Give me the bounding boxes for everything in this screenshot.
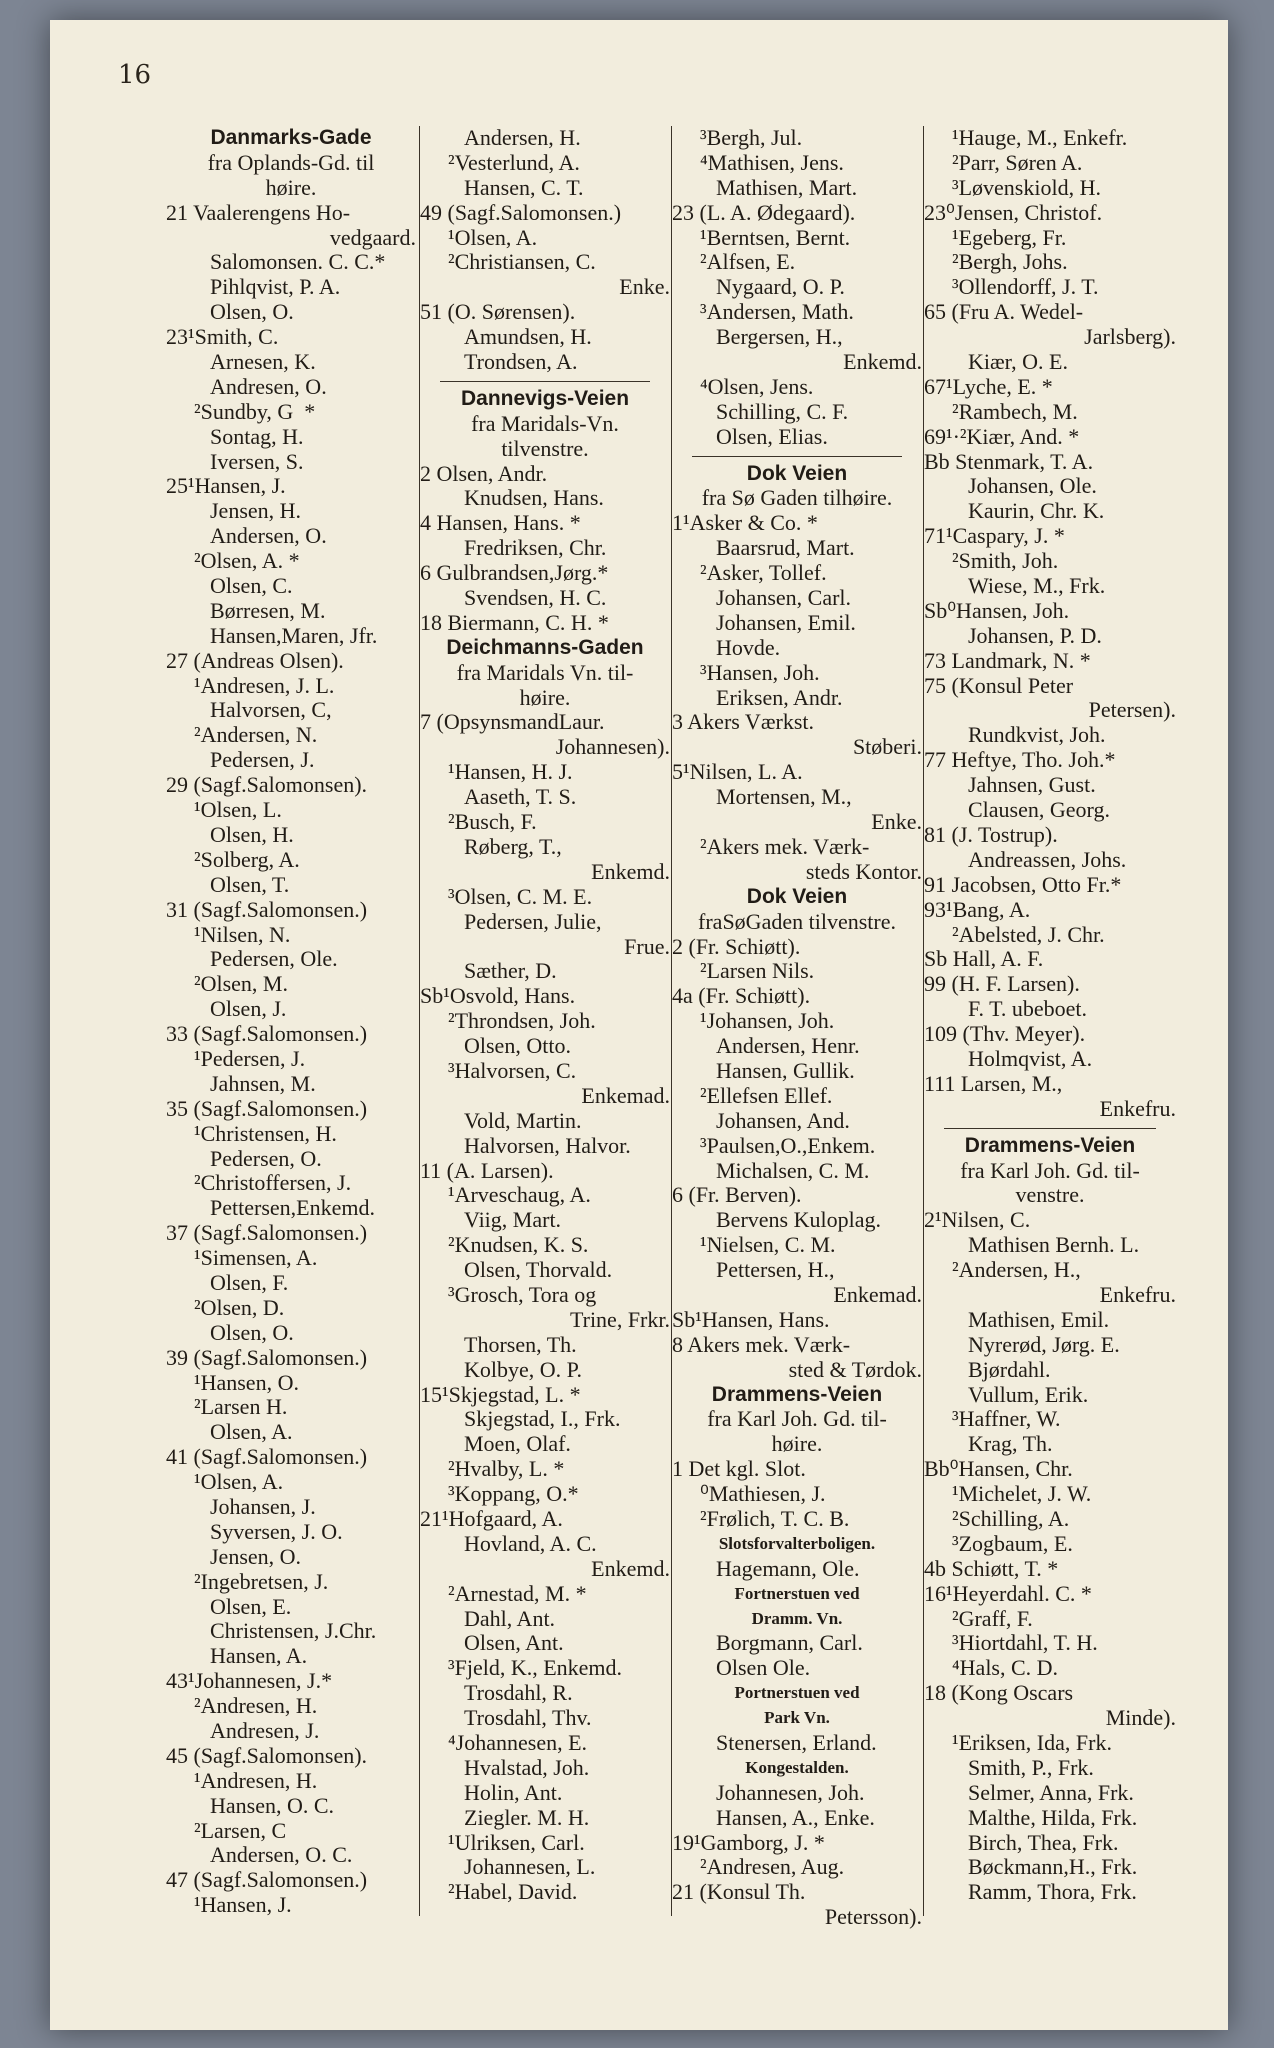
directory-line: 11 (A. Larsen). xyxy=(420,1157,554,1183)
directory-line: Johansen, Carl. xyxy=(716,585,852,611)
directory-line: ²Christoffersen, J. xyxy=(194,1170,352,1196)
directory-line: Johansen, Emil. xyxy=(716,609,856,635)
directory-line: ²Asker, Tollef. xyxy=(700,560,827,586)
directory-line: 49 (Sagf.Salomonsen.) xyxy=(420,199,622,225)
directory-line: Johansen, P. D. xyxy=(968,622,1102,648)
directory-line: Borgmann, Carl. xyxy=(716,1630,863,1656)
directory-line: Knudsen, Hans. xyxy=(464,485,604,511)
directory-line: fra Karl Joh. Gd. til- xyxy=(960,1157,1140,1183)
directory-line: ²Knudsen, K. S. xyxy=(448,1232,589,1258)
directory-line: 2 Olsen, Andr. xyxy=(420,460,548,486)
directory-line: 16¹Heyerdahl. C. * xyxy=(924,1580,1092,1606)
directory-line: Dramm. Vn. xyxy=(751,1608,843,1628)
directory-line: Rundkvist, Joh. xyxy=(968,722,1106,748)
directory-line: Mathisen, Emil. xyxy=(968,1306,1110,1332)
directory-line: Kongestalden. xyxy=(745,1757,849,1777)
directory-line: 21 (Konsul Th. xyxy=(672,1879,806,1905)
section-rule xyxy=(672,450,922,462)
directory-line: Sb¹Osvold, Hans. xyxy=(420,983,576,1009)
street-heading: Danmarks-Gade xyxy=(210,126,372,149)
directory-line: fra Karl Joh. Gd. til- xyxy=(707,1406,887,1432)
directory-line: ¹Hansen, H. J. xyxy=(448,759,573,785)
directory-line: Sæther, D. xyxy=(464,958,557,984)
street-heading: Drammens-Veien xyxy=(964,1133,1136,1157)
directory-line: Clausen, Georg. xyxy=(968,797,1110,823)
directory-line: 3 Akers Værkst. xyxy=(672,709,814,735)
directory-line: Birch, Thea, Frk. xyxy=(968,1829,1119,1855)
directory-line: Olsen, Thorvald. xyxy=(464,1257,613,1283)
directory-line: Enkemd. xyxy=(843,349,922,375)
directory-line: Moen, Olaf. xyxy=(464,1431,571,1457)
directory-line: 23¹Smith, C. xyxy=(166,324,279,350)
directory-line: tilvenstre. xyxy=(501,435,589,461)
directory-line: fra Maridals Vn. til- xyxy=(456,659,634,685)
directory-line: 15¹Skjegstad, L. * xyxy=(420,1381,581,1407)
directory-line: Jensen, O. xyxy=(210,1543,302,1569)
street-heading: Dok Veien xyxy=(746,884,848,908)
directory-line: Mathisen, Mart. xyxy=(716,174,858,200)
directory-line: 43¹Johannesen, J.* xyxy=(166,1668,333,1694)
directory-line: 35 (Sagf.Salomonsen.) xyxy=(166,1095,368,1121)
directory-line: ²Vesterlund, A. xyxy=(448,149,580,175)
directory-line: Andresen, O. xyxy=(210,373,327,399)
directory-line: Pedersen, Julie, xyxy=(464,908,602,934)
directory-line: Enke. xyxy=(619,274,670,300)
directory-line: ¹Simensen, A. xyxy=(194,1245,318,1271)
directory-line: Børresen, M. xyxy=(210,597,326,623)
directory-line: ¹Nilsen, N. xyxy=(194,921,291,947)
directory-line: Ziegler. M. H. xyxy=(464,1804,590,1830)
directory-line: Andersen, O. C. xyxy=(210,1842,353,1868)
directory-line: Smith, P., Frk. xyxy=(968,1754,1094,1780)
directory-line: F. T. ubeboet. xyxy=(968,996,1088,1022)
directory-line: 33 (Sagf.Salomonsen.) xyxy=(166,1021,368,1047)
directory-line: Bjørdahl. xyxy=(968,1356,1051,1382)
directory-line: Bb Stenmark, T. A. xyxy=(924,448,1094,474)
directory-line: 45 (Sagf.Salomonsen). xyxy=(166,1742,368,1768)
directory-line: Selmer, Anna, Frk. xyxy=(968,1779,1134,1805)
directory-line: Christensen, J.Chr. xyxy=(210,1618,377,1644)
directory-line: ²Olsen, A. * xyxy=(194,548,300,574)
directory-line: ²Bergh, Johs. xyxy=(952,249,1068,275)
directory-line: 75 (Konsul Peter xyxy=(924,672,1074,698)
directory-line: Olsen, A. xyxy=(210,1419,293,1445)
directory-line: Kiær, O. E. xyxy=(968,349,1068,375)
directory-line: Pettersen,Enkemd. xyxy=(210,1195,375,1221)
directory-line: ⁴Mathisen, Jens. xyxy=(700,149,844,175)
directory-line: fra Sø Gaden tilhøire. xyxy=(701,485,893,511)
directory-line: Nyrerød, Jørg. E. xyxy=(968,1331,1120,1357)
directory-line: Hansen, A., Enke. xyxy=(716,1804,875,1830)
directory-line: 6 (Fr. Berven). xyxy=(672,1182,802,1208)
directory-line: vedgaard. xyxy=(329,224,416,250)
directory-line: ³Løvenskiold, H. xyxy=(952,174,1101,200)
directory-line: ²Rambech, M. xyxy=(952,398,1078,424)
directory-line: 2 (Fr. Schiøtt). xyxy=(672,933,801,959)
directory-column-3 xyxy=(672,126,922,1930)
directory-line: Pettersen, H., xyxy=(716,1257,835,1283)
directory-line: 5¹Nilsen, L. A. xyxy=(672,759,803,785)
directory-line: Trondsen, A. xyxy=(464,349,578,375)
directory-line: Olsen, J. xyxy=(210,996,287,1022)
directory-line: Arnesen, K. xyxy=(210,349,316,375)
directory-line: Enkemd. xyxy=(591,858,670,884)
directory-line: 51 (O. Sørensen). xyxy=(420,299,576,325)
directory-line: Kolbye, O. P. xyxy=(464,1356,582,1382)
directory-line: Johansen, And. xyxy=(716,1107,850,1133)
directory-line: ⁴Olsen, Jens. xyxy=(700,373,814,399)
directory-line: Støberi. xyxy=(852,734,922,760)
directory-line: Fredriksen, Chr. xyxy=(464,535,607,561)
directory-line: 1 Det kgl. Slot. xyxy=(672,1456,806,1482)
directory-line: ²Larsen Nils. xyxy=(700,958,815,984)
directory-line: 7 (OpsynsmandLaur. xyxy=(420,709,605,735)
directory-line: Andreassen, Johs. xyxy=(968,846,1127,872)
directory-line: Andresen, J. xyxy=(210,1718,320,1743)
directory-line: Sontag, H. xyxy=(210,423,304,449)
directory-line: Fortnerstuen ved xyxy=(734,1583,860,1603)
directory-line: ²Andersen, N. xyxy=(194,722,318,748)
directory-line: ²Parr, Søren A. xyxy=(952,149,1083,175)
directory-line: ²Andresen, Aug. xyxy=(700,1854,845,1880)
directory-line: Enke. xyxy=(871,809,922,835)
directory-line: Enkefru. xyxy=(1099,1281,1176,1307)
directory-line: 18 Biermann, C. H. * xyxy=(420,609,609,635)
directory-line: Enkemad. xyxy=(581,1082,670,1108)
directory-line: Frue. xyxy=(624,933,670,959)
directory-line: 18 (Kong Oscars xyxy=(924,1680,1074,1706)
directory-line: ²Ellefsen Ellef. xyxy=(700,1082,833,1108)
directory-line: 39 (Sagf.Salomonsen.) xyxy=(166,1344,368,1370)
directory-line: Holmqvist, A. xyxy=(968,1045,1093,1071)
directory-line: Hvalstad, Joh. xyxy=(464,1754,590,1780)
directory-line: ¹Pedersen, J. xyxy=(194,1045,306,1071)
directory-line: 19¹Gamborg, J. * xyxy=(672,1829,825,1855)
directory-line: ¹Hansen, O. xyxy=(194,1369,299,1395)
directory-line: ⁰Mathiesen, J. xyxy=(700,1481,826,1507)
directory-line: ²Akers mek. Værk- xyxy=(700,833,870,859)
directory-line: ²Christiansen, C. xyxy=(448,249,596,275)
directory-line: Olsen, O. xyxy=(210,1319,294,1345)
directory-column-1 xyxy=(166,126,416,1918)
directory-line: ³Ollendorff, J. T. xyxy=(952,274,1099,300)
directory-line: 81 (J. Tostrup). xyxy=(924,821,1058,847)
directory-line: Vold, Martin. xyxy=(464,1107,582,1133)
directory-line: fra Maridals-Vn. xyxy=(471,410,619,436)
directory-line: Enkemd. xyxy=(591,1555,670,1581)
directory-line: Thorsen, Th. xyxy=(464,1331,577,1357)
directory-line: Sb Hall, A. F. xyxy=(924,946,1044,972)
directory-line: Røberg, T., xyxy=(464,833,562,859)
directory-line: Svendsen, H. C. xyxy=(464,585,607,611)
directory-line: ²Abelsted, J. Chr. xyxy=(952,921,1105,947)
directory-line: 25¹Hansen, J. xyxy=(166,473,286,499)
directory-line: ¹Michelet, J. W. xyxy=(952,1481,1092,1507)
directory-line: ¹Olsen, L. xyxy=(194,797,282,823)
street-heading: Dok Veien xyxy=(746,461,848,485)
directory-line: Johansen, Ole. xyxy=(968,473,1097,499)
page-number: 16 xyxy=(118,60,152,90)
directory-line: Minde). xyxy=(1105,1705,1176,1731)
directory-line: ²Solberg, A. xyxy=(194,846,300,872)
directory-line: ¹Egeberg, Fr. xyxy=(952,224,1067,250)
directory-line: Hansen, C. T. xyxy=(464,174,584,200)
directory-line: Johannesen, L. xyxy=(464,1854,596,1880)
directory-line: ²Arnestad, M. * xyxy=(448,1580,587,1606)
directory-line: Holin, Ant. xyxy=(464,1779,563,1805)
directory-line: 37 (Sagf.Salomonsen.) xyxy=(166,1220,368,1246)
directory-line: 91 Jacobsen, Otto Fr.* xyxy=(924,871,1122,897)
directory-line: 99 (H. F. Larsen). xyxy=(924,971,1080,997)
directory-line: ¹Olsen, A. xyxy=(448,224,538,250)
directory-line: 31 (Sagf.Salomonsen.) xyxy=(166,896,368,922)
directory-line: Johannesen). xyxy=(555,734,670,760)
directory-line: Hansen,Maren, Jfr. xyxy=(210,622,378,648)
directory-line: ¹Nielsen, C. M. xyxy=(700,1232,836,1258)
directory-line: Eriksen, Andr. xyxy=(716,684,843,710)
directory-line: ¹Hauge, M., Enkefr. xyxy=(952,125,1128,150)
directory-line: Pedersen, J. xyxy=(210,747,315,773)
directory-line: Trosdahl, Thv. xyxy=(464,1705,592,1731)
directory-line: Sb⁰Hansen, Joh. xyxy=(924,597,1070,623)
directory-line: venstre. xyxy=(1015,1182,1085,1208)
directory-line: ²Throndsen, Joh. xyxy=(448,1008,596,1034)
directory-line: 111 Larsen, M., xyxy=(924,1070,1063,1096)
directory-line: Olsen, H. xyxy=(210,821,294,847)
directory-line: Pedersen, Ole. xyxy=(210,946,338,972)
directory-line: Pedersen, O. xyxy=(210,1145,322,1171)
directory-line: Olsen, O. xyxy=(210,299,294,325)
directory-line: ³Koppang, O.* xyxy=(448,1481,579,1507)
directory-line: ²Olsen, D. xyxy=(194,1294,285,1320)
directory-line: ²Alfsen, E. xyxy=(700,249,796,275)
directory-line: Hovde. xyxy=(716,634,781,660)
directory-line: 29 (Sagf.Salomonsen). xyxy=(166,772,368,798)
directory-line: Johannesen, Joh. xyxy=(716,1779,865,1805)
directory-line: Michalsen, C. M. xyxy=(716,1157,870,1183)
directory-line: Nygaard, O. P. xyxy=(716,274,845,300)
directory-line: Olsen, Otto. xyxy=(464,1033,571,1059)
directory-line: ²Schilling, A. xyxy=(952,1505,1070,1531)
street-heading: Deichmanns-Gaden xyxy=(446,635,644,659)
directory-line: ²Larsen, C xyxy=(194,1817,287,1843)
directory-line: ³Andersen, Math. xyxy=(700,299,854,325)
directory-line: Olsen, T. xyxy=(210,871,290,897)
directory-line: Halvorsen, Halvor. xyxy=(464,1132,631,1158)
directory-line: Andersen, H. xyxy=(464,125,581,150)
directory-line: 23⁰Jensen, Christof. xyxy=(924,199,1103,225)
directory-line: ³Zogbaum, E. xyxy=(952,1530,1073,1556)
directory-line: 4 Hansen, Hans. * xyxy=(420,510,581,536)
directory-line: Olsen, Elias. xyxy=(716,423,828,449)
directory-line: Baarsrud, Mart. xyxy=(716,535,855,561)
directory-line: 23 (L. A. Ødegaard). xyxy=(672,199,856,225)
section-rule xyxy=(924,1122,1176,1134)
directory-line: Krag, Th. xyxy=(968,1431,1053,1457)
directory-line: ¹Johansen, Joh. xyxy=(700,1008,835,1034)
directory-line: 4a (Fr. Schiøtt). xyxy=(672,983,811,1009)
directory-line: Bervens Kuloplag. xyxy=(716,1207,881,1233)
directory-line: ³Paulsen,O.,Enkem. xyxy=(700,1132,876,1158)
directory-line: Hansen, Gullik. xyxy=(716,1057,855,1083)
directory-line: 47 (Sagf.Salomonsen.) xyxy=(166,1867,368,1893)
directory-line: Park Vn. xyxy=(764,1708,830,1728)
directory-line: 4b Schiøtt, T. * xyxy=(924,1555,1059,1581)
directory-line: 71¹Caspary, J. * xyxy=(924,523,1065,549)
directory-line: Petersen). xyxy=(1088,697,1176,723)
directory-line: 109 (Thv. Meyer). xyxy=(924,1021,1086,1047)
directory-column-2 xyxy=(420,126,670,1905)
directory-line: høire. xyxy=(771,1431,823,1457)
directory-line: Bb⁰Hansen, Chr. xyxy=(924,1456,1073,1482)
directory-line: Dahl, Ant. xyxy=(464,1605,556,1631)
directory-line: ⁴Hals, C. D. xyxy=(952,1655,1059,1681)
directory-line: Hagemann, Ole. xyxy=(716,1555,860,1581)
directory-line: ³Olsen, C. M. E. xyxy=(448,883,593,909)
directory-line: Portnerstuen ved xyxy=(734,1683,860,1703)
directory-line: ¹Olsen, A. xyxy=(194,1469,284,1495)
directory-line: Trine, Frkr. xyxy=(569,1306,670,1332)
directory-line: sted & Tørdok. xyxy=(788,1356,922,1382)
directory-line: Viig, Mart. xyxy=(464,1207,562,1233)
directory-line: fraSøGaden tilvenstre. xyxy=(698,908,896,934)
directory-line: Hansen, O. C. xyxy=(210,1792,335,1818)
directory-line: Mortensen, M., xyxy=(716,784,852,810)
directory-line: ³Grosch, Tora og xyxy=(448,1281,597,1307)
directory-line: Mathisen Bernh. L. xyxy=(968,1232,1140,1258)
directory-line: Skjegstad, I., Frk. xyxy=(464,1406,621,1432)
directory-line: ¹Andresen, H. xyxy=(194,1767,318,1793)
directory-line: Iversen, S. xyxy=(210,448,304,474)
directory-line: ³Hiortdahl, T. H. xyxy=(952,1630,1098,1656)
directory-line: ¹Eriksen, Ida, Frk. xyxy=(952,1730,1112,1755)
directory-line: 21¹Hofgaard, A. xyxy=(420,1505,563,1531)
directory-line: ³Haffner, W. xyxy=(952,1406,1061,1432)
directory-line: Hansen, A. xyxy=(210,1643,308,1669)
directory-line: ²Smith, Joh. xyxy=(952,548,1059,574)
directory-line: ²Larsen H. xyxy=(194,1394,288,1420)
directory-line: 65 (Fru A. Wedel- xyxy=(924,299,1084,325)
directory-line: Wiese, M., Frk. xyxy=(968,573,1106,599)
directory-line: Aaseth, T. S. xyxy=(464,784,577,810)
section-rule xyxy=(420,375,670,387)
directory-line: Trosdahl, R. xyxy=(464,1680,573,1706)
directory-line: Enkemad. xyxy=(833,1281,922,1307)
directory-line: Amundsen, H. xyxy=(464,324,592,350)
directory-line: Kaurin, Chr. K. xyxy=(968,498,1105,524)
directory-line: ²Andresen, H. xyxy=(194,1693,318,1719)
directory-line: 77 Heftye, Tho. Joh.* xyxy=(924,747,1116,773)
directory-line: ²Hvalby, L. * xyxy=(448,1456,565,1482)
directory-line: Bøckmann,H., Frk. xyxy=(968,1854,1138,1880)
directory-line: 69¹·²Kiær, And. * xyxy=(924,423,1080,449)
directory-line: Olsen, C. xyxy=(210,573,293,599)
directory-line: Olsen, E. xyxy=(210,1593,292,1619)
directory-line: ¹Arveschaug, A. xyxy=(448,1182,591,1208)
directory-line: ²Olsen, M. xyxy=(194,971,288,997)
directory-line: ¹Ulriksen, Carl. xyxy=(448,1829,585,1855)
directory-line: 21 Vaalerengens Ho- xyxy=(166,199,351,225)
directory-line: ¹Christensen, H. xyxy=(194,1120,337,1146)
directory-line: 1¹Asker & Co. * xyxy=(672,510,818,536)
directory-line: ³Hansen, Joh. xyxy=(700,659,820,685)
directory-column-4 xyxy=(924,126,1176,1905)
directory-line: ¹Berntsen, Bernt. xyxy=(700,224,851,250)
directory-line: Malthe, Hilda, Frk. xyxy=(968,1804,1138,1830)
directory-line: Salomonsen. C. C.* xyxy=(210,249,386,275)
directory-line: ³Fjeld, K., Enkemd. xyxy=(448,1655,623,1681)
directory-line: Petersson). xyxy=(824,1904,922,1930)
directory-line: Schilling, C. F. xyxy=(716,398,849,424)
directory-line: Syversen, J. O. xyxy=(210,1518,343,1544)
directory-line: ²Habel, David. xyxy=(448,1879,578,1905)
directory-line: Sb¹Hansen, Hans. xyxy=(672,1306,830,1332)
directory-line: Olsen Ole. xyxy=(716,1655,811,1681)
directory-line: Andersen, O. xyxy=(210,523,327,549)
directory-line: Jahnsen, M. xyxy=(210,1070,316,1096)
directory-line: høire. xyxy=(265,174,317,200)
directory-line: ¹Andresen, J. L. xyxy=(194,672,335,698)
directory-line: Halvorsen, C, xyxy=(210,697,332,723)
directory-line: ²Sundby, G * xyxy=(194,398,316,424)
directory-line: ²Graff, F. xyxy=(952,1605,1033,1631)
directory-line: Bergersen, H., xyxy=(716,324,843,350)
directory-line: Olsen, Ant. xyxy=(464,1630,564,1656)
directory-line: 41 (Sagf.Salomonsen.) xyxy=(166,1444,368,1470)
directory-line: Jensen, H. xyxy=(210,498,302,524)
directory-line: Johansen, J. xyxy=(210,1493,316,1519)
directory-line: Stenersen, Erland. xyxy=(716,1730,877,1755)
directory-line: fra Oplands-Gd. til xyxy=(207,149,375,175)
directory-line: ³Halvorsen, C. xyxy=(448,1057,577,1083)
directory-line: 67¹Lyche, E. * xyxy=(924,373,1053,399)
directory-line: Enkefru. xyxy=(1099,1095,1176,1121)
directory-line: ⁴Johannesen, E. xyxy=(448,1730,588,1755)
directory-line: ²Frølich, T. C. B. xyxy=(700,1505,850,1531)
directory-line: Hovland, A. C. xyxy=(464,1530,597,1556)
directory-line: ¹Hansen, J. xyxy=(194,1892,292,1918)
street-heading: Drammens-Veien xyxy=(711,1382,883,1406)
directory-line: steds Kontor. xyxy=(805,858,922,884)
directory-line: ²Busch, F. xyxy=(448,809,537,835)
directory-line: 93¹Bang, A. xyxy=(924,896,1031,922)
directory-line: ²Andersen, H., xyxy=(952,1257,1081,1283)
directory-line: ³Bergh, Jul. xyxy=(700,125,803,150)
directory-line: 27 (Andreas Olsen). xyxy=(166,647,344,673)
directory-line: 6 Gulbrandsen,Jørg.* xyxy=(420,560,609,586)
directory-line: Vullum, Erik. xyxy=(968,1381,1089,1407)
directory-line: Slotsforvalterboligen. xyxy=(718,1533,876,1553)
directory-line: høire. xyxy=(519,684,571,710)
street-heading: Dannevigs-Veien xyxy=(460,386,630,410)
directory-line: Jarlsberg). xyxy=(1084,324,1176,350)
directory-line: 8 Akers mek. Værk- xyxy=(672,1331,851,1357)
directory-line: 73 Landmark, N. * xyxy=(924,647,1091,673)
directory-line: Jahnsen, Gust. xyxy=(968,772,1096,798)
directory-line: Andersen, Henr. xyxy=(716,1033,860,1059)
directory-line: Olsen, F. xyxy=(210,1269,289,1295)
directory-line: Pihlqvist, P. A. xyxy=(210,274,341,300)
directory-line: ²Ingebretsen, J. xyxy=(194,1568,329,1594)
directory-line: Ramm, Thora, Frk. xyxy=(968,1879,1137,1905)
directory-line: 2¹Nilsen, C. xyxy=(924,1207,1031,1233)
